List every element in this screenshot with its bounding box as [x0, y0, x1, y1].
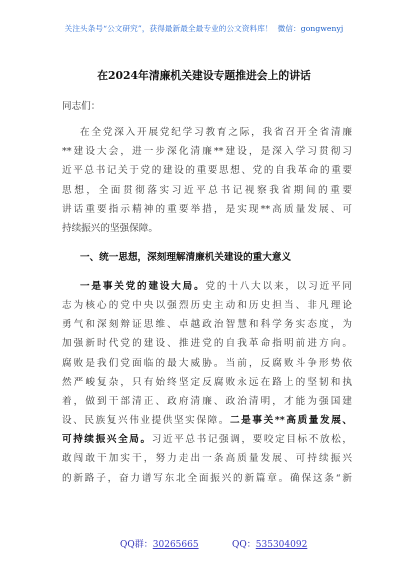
qq-number[interactable]: 535304092	[255, 540, 308, 550]
footer-qq-contact	[232, 537, 307, 550]
page-title: 在2024年清廉机关建设专题推进会上的讲话	[97, 69, 311, 82]
paragraph-line: 腐败是我们党面临的最大威胁。当前，反腐败斗争形势依	[62, 358, 352, 369]
paragraph-line: 加强新时代党的建设、推进党的自我革命指明前进方向。	[62, 338, 352, 349]
paragraph-line: 持续振兴的坚强保障。	[62, 223, 158, 234]
paragraph-line: 思想，全面贯彻落实习近平总书记视察我省期间的重要	[62, 185, 352, 196]
bold-lead: 可持续振兴全局。	[62, 434, 152, 445]
paragraph-line	[80, 278, 352, 292]
paragraph-line: 敢闯敢干加实干，努力走出一条高质量发展、可持续振兴	[62, 453, 352, 464]
paragraph-text: 党的十八大以来，以习近平同	[205, 281, 353, 292]
paragraph-line: 然严峻复杂，只有始终坚定反腐败永远在路上的坚韧和执	[62, 377, 352, 388]
paragraph-line: 志为核心的党中央以强烈历史主动和历史担当、非凡理论	[62, 300, 352, 311]
qq-label: QQ：	[232, 540, 256, 550]
header-banner-slogan: 关注头条号“公文研究”，获得最新最全最专业的公文资料库！	[64, 24, 273, 33]
paragraph-line: 讲话重要指示精神的重要举措，是实现**高质量发展、可	[62, 204, 352, 215]
paragraph-text: 设、民族复兴伟业提供坚实保障。	[62, 415, 230, 426]
qq-group-label: QQ群：	[120, 540, 153, 550]
paragraph-line: 勇气和深刻辩证思维、卓越政治智慧和科学务实态度，为	[62, 319, 352, 330]
header-banner-wechat: 微信：gongwenyj	[277, 24, 344, 33]
paragraph-line: 着，做到干部清正、政府清廉、政治清明，才能为强国建	[62, 396, 352, 407]
bold-lead: 一是事关党的建设大局。	[80, 281, 206, 292]
qq-group-number[interactable]: 30265665	[152, 540, 199, 550]
bold-lead: 二是事关**高质量发展、	[229, 415, 352, 426]
paragraph-line: 在全党深入开展党纪学习教育之际，我省召开全省清廉	[80, 127, 352, 138]
header-banner	[0, 23, 408, 34]
paragraph-line	[62, 412, 352, 426]
paragraph-line	[62, 431, 352, 445]
footer-qq-group	[120, 537, 199, 550]
paragraph-line: 近平总书记关于党的建设的重要思想、党的自我革命的重要	[62, 165, 352, 176]
section-heading: 一、统一思想，深刻理解清廉机关建设的重大意义	[80, 252, 292, 263]
paragraph-line: **建设大会，进一步深化清廉**建设，是深入学习贯彻习	[62, 146, 352, 157]
paragraph-line: 的新路子，奋力谱写东北全面振兴的新篇章。确保这条“新	[62, 473, 352, 484]
salutation: 同志们：	[62, 101, 101, 112]
paragraph-text: 习近平总书记强调，要咬定目标不放松，	[151, 434, 353, 445]
